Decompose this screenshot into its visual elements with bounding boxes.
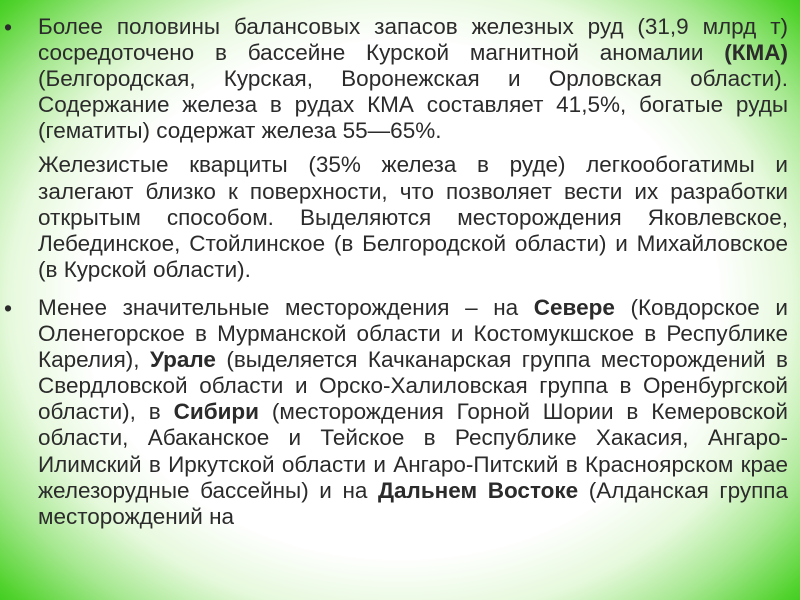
paragraph-kma-reserves (38, 14, 788, 144)
text-segment: (выделяется Качканарская группа месторождений в Свердловской области и Орско-Халиловская группа в Оренбургской области), в (38, 347, 788, 425)
bold-far-east: Дальнем Востоке (378, 477, 579, 503)
text-segment: (месторождения Горной Шории в Кемеровской области, Абаканское и Тейское в Республике Хакасия, Ангаро-Илимский в Иркутской области и Ангаро-Питский в Красноярском крае железорудные бассейны) и на (38, 399, 789, 503)
text-segment: (Белгородская, Курская, Воронежская и Орловская области). Содержание железа в рудах КМА составляет 41,5%, богатые руды (гематиты) содержат железа 55—65%. (38, 66, 788, 144)
text-segment: Менее значительные месторождения – на (38, 294, 534, 320)
bold-kma: (КМА) (724, 40, 788, 66)
text-segment: Более половины балансовых запасов железных руд (31,9 млрд т) сосредоточено в бассейне Курской магнитной аномалии (38, 14, 788, 66)
bullet-item-kma (0, 14, 800, 283)
text-segment: (Алданская группа месторождений на (38, 477, 788, 529)
bold-siberia: Сибири (173, 399, 259, 425)
bullet-marker-icon: • (4, 14, 13, 40)
bullet-marker-icon: • (4, 294, 13, 321)
paragraph-ferruginous-quartzites: Железистые кварциты (35% железа в руде) легкообогатимы и залегают близко к поверхности, что позволяет вести их разработки открытым способом. Выделяются месторождения Яковлевское, Лебединское, Стойлинское (в Белгородской области) и Михайловское (в Курской области). (38, 152, 788, 282)
bold-ural: Урале (149, 347, 216, 373)
text-segment: (Ковдорское и Оленегорское в Мурманской области и Костомукшское в Республике Карелия), (38, 294, 788, 373)
bullet-item-other-deposits (0, 295, 800, 530)
paragraph-other-deposits (38, 295, 788, 530)
bullet-list (0, 14, 800, 530)
bold-north: Севере (533, 294, 615, 320)
